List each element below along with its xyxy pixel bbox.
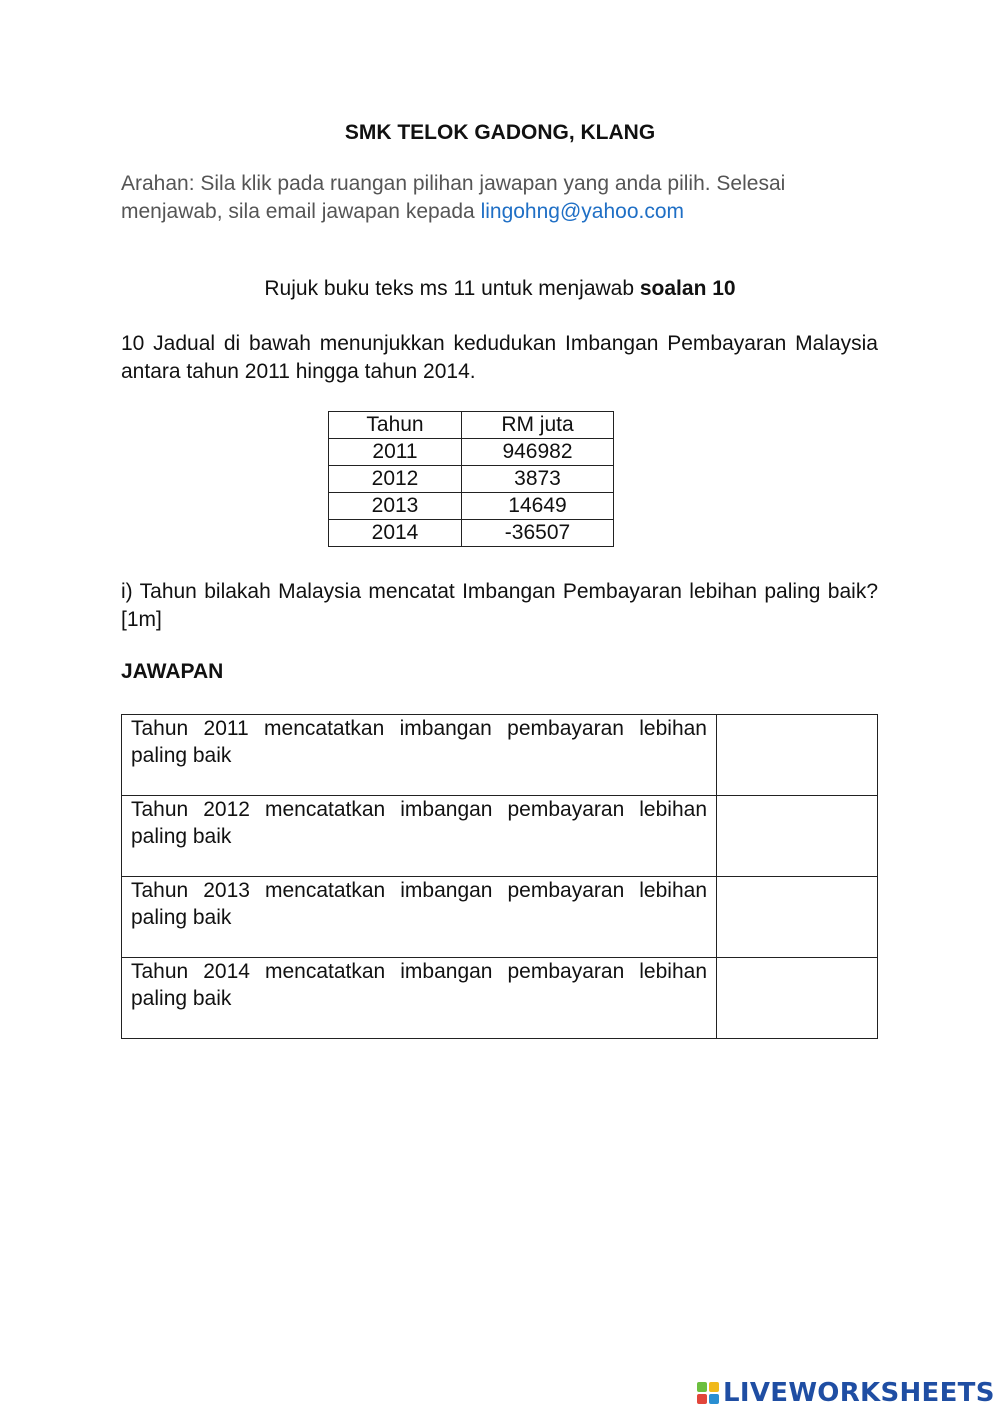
- column-header-year: Tahun: [329, 412, 462, 439]
- answer-select-box-2014[interactable]: [717, 958, 878, 1039]
- answer-option-text-cell: [122, 715, 717, 796]
- table-cell-value: -36507: [462, 520, 614, 547]
- answer-select-box-2011[interactable]: [717, 715, 878, 796]
- table-row: [329, 493, 614, 520]
- email-link[interactable]: lingohng@yahoo.com: [480, 200, 685, 223]
- instruction-body: Arahan: Sila klik pada ruangan pilihan jawapan yang anda pilih. Selesai menjawab, sila email jawapan kepada: [121, 172, 786, 223]
- answer-option-text-cell: [122, 958, 717, 1039]
- answer-option-row: [122, 796, 878, 877]
- reference-question-number: soalan 10: [639, 277, 736, 300]
- table-cell-value: 14649: [462, 493, 614, 520]
- instruction-text: [121, 170, 881, 226]
- table-cell-value: 946982: [462, 439, 614, 466]
- answer-option-row: [122, 877, 878, 958]
- liveworksheets-mark-icon: [697, 1382, 719, 1404]
- logo-text: LIVEWORKSHEETS: [723, 1378, 995, 1408]
- table-row: [329, 520, 614, 547]
- reference-text: Rujuk buku teks ms 11 untuk menjawab: [264, 277, 635, 300]
- answer-option-row: [122, 715, 878, 796]
- table-header-row: [329, 412, 614, 439]
- answer-options-table: [121, 714, 878, 1039]
- answer-option-text: Tahun 2013 mencatatkan imbangan pembayaran lebihan paling baik: [131, 879, 707, 929]
- column-header-value: RM juta: [462, 412, 614, 439]
- table-row: [329, 466, 614, 493]
- answer-option-text: Tahun 2014 mencatatkan imbangan pembayaran lebihan paling baik: [131, 960, 707, 1010]
- answer-option-text: Tahun 2012 mencatatkan imbangan pembayaran lebihan paling baik: [131, 798, 707, 848]
- answer-option-row: [122, 958, 878, 1039]
- table-cell-year: 2013: [329, 493, 462, 520]
- answer-option-text: Tahun 2011 mencatatkan imbangan pembayaran lebihan paling baik: [131, 717, 707, 767]
- sub-question-text: i) Tahun bilakah Malaysia mencatat Imbangan Pembayaran lebihan paling baik? [1m]: [121, 580, 878, 631]
- balance-of-payments-table: [328, 411, 614, 547]
- question-text: 10 Jadual di bawah menunjukkan kedudukan Imbangan Pembayaran Malaysia antara tahun 2011 hingga tahun 2014.: [121, 332, 878, 383]
- table-cell-value: 3873: [462, 466, 614, 493]
- reference-line: [0, 277, 1000, 301]
- answer-option-text-cell: [122, 796, 717, 877]
- liveworksheets-logo: [697, 1378, 995, 1408]
- school-title: SMK TELOK GADONG, KLANG: [344, 121, 656, 144]
- table-cell-year: 2011: [329, 439, 462, 466]
- answer-option-text-cell: [122, 877, 717, 958]
- table-row: [329, 439, 614, 466]
- answer-select-box-2013[interactable]: [717, 877, 878, 958]
- answer-select-box-2012[interactable]: [717, 796, 878, 877]
- table-cell-year: 2012: [329, 466, 462, 493]
- answer-label: JAWAPAN: [121, 660, 224, 683]
- table-cell-year: 2014: [329, 520, 462, 547]
